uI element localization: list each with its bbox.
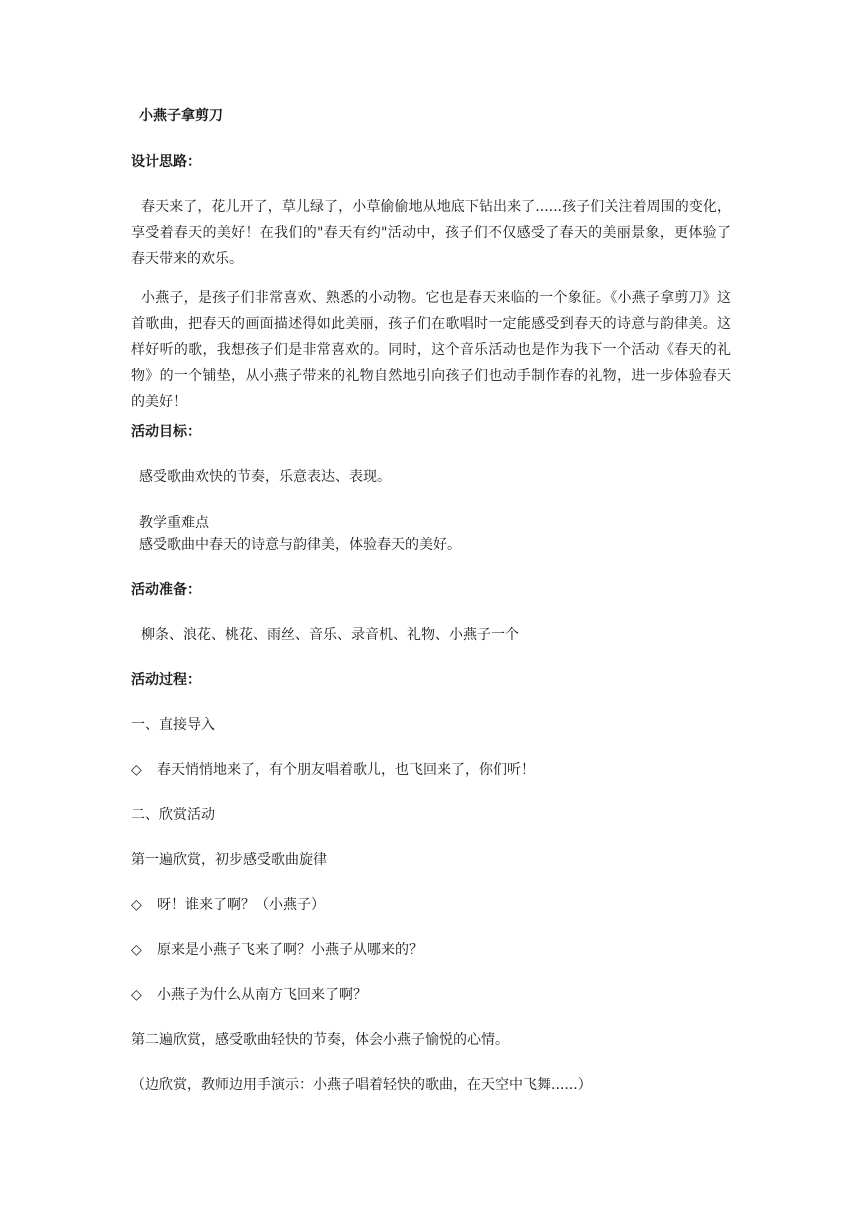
document-title: 小燕子拿剪刀 bbox=[139, 108, 223, 124]
diamond-bullet-icon: ◇ bbox=[131, 987, 142, 1003]
heading-prep: 活动准备： bbox=[131, 582, 201, 598]
design-paragraph-2: 小燕子，是孩子们非常喜欢、熟悉的小动物。它也是春天来临的一个象征。《小燕子拿剪刀》这首歌曲，把春天的画面描述得如此美丽，孩子们在歌唱时一定能感受到春天的诗意与韵律美。这样好听的歌，我想孩子们是非常喜欢的。同时，这个音乐活动也是作为我下一个活动《春天的礼物》的一个铺垫，从小燕子带来的礼物自然地引向孩子们也动手制作春的礼物，进一步体验春天的美好！ bbox=[131, 290, 731, 410]
key-points-text: 感受歌曲中春天的诗意与韵律美，体验春天的美好。 bbox=[139, 537, 461, 553]
question-3: 小燕子为什么从南方飞回来了啊？ bbox=[157, 987, 367, 1003]
diamond-bullet-icon: ◇ bbox=[131, 942, 142, 958]
diamond-bullet-icon: ◇ bbox=[131, 762, 142, 778]
step1-bullet-item bbox=[131, 760, 535, 780]
question-1: 呀！谁来了啊？（小燕子） bbox=[157, 897, 325, 913]
key-points-title: 教学重难点 bbox=[139, 515, 209, 531]
listen2-text: 第二遍欣赏，感受歌曲轻快的节奏，体会小燕子愉悦的心情。 bbox=[131, 1032, 509, 1048]
step2-title: 二、欣赏活动 bbox=[131, 807, 215, 823]
step1-line: 春天悄悄地来了，有个朋友唱着歌儿，也飞回来了，你们听！ bbox=[157, 762, 535, 778]
question-3-item bbox=[131, 985, 367, 1005]
listen1-text: 第一遍欣赏，初步感受歌曲旋律 bbox=[131, 852, 327, 868]
question-2-item bbox=[131, 940, 423, 960]
question-1-item bbox=[131, 895, 325, 915]
listen2-note: （边欣赏，教师边用手演示：小燕子唱着轻快的歌曲，在天空中飞舞......） bbox=[131, 1077, 592, 1093]
step1-title: 一、直接导入 bbox=[131, 717, 215, 733]
heading-design: 设计思路： bbox=[131, 154, 201, 170]
heading-goal: 活动目标： bbox=[131, 424, 201, 440]
diamond-bullet-icon: ◇ bbox=[131, 897, 142, 913]
question-2: 原来是小燕子飞来了啊？小燕子从哪来的？ bbox=[157, 942, 423, 958]
heading-process: 活动过程： bbox=[131, 672, 201, 688]
goal-text: 感受歌曲欢快的节奏，乐意表达、表现。 bbox=[139, 469, 391, 485]
prep-text: 柳条、浪花、桃花、雨丝、音乐、录音机、礼物、小燕子一个 bbox=[141, 627, 519, 643]
design-paragraph-1: 春天来了，花儿开了，草儿绿了，小草偷偷地从地底下钻出来了......孩子们关注着周围的变化，享受着春天的美好！在我们的"春天有约"活动中，孩子们不仅感受了春天的美丽景象，更体验了春天带来的欢乐。 bbox=[131, 199, 731, 267]
